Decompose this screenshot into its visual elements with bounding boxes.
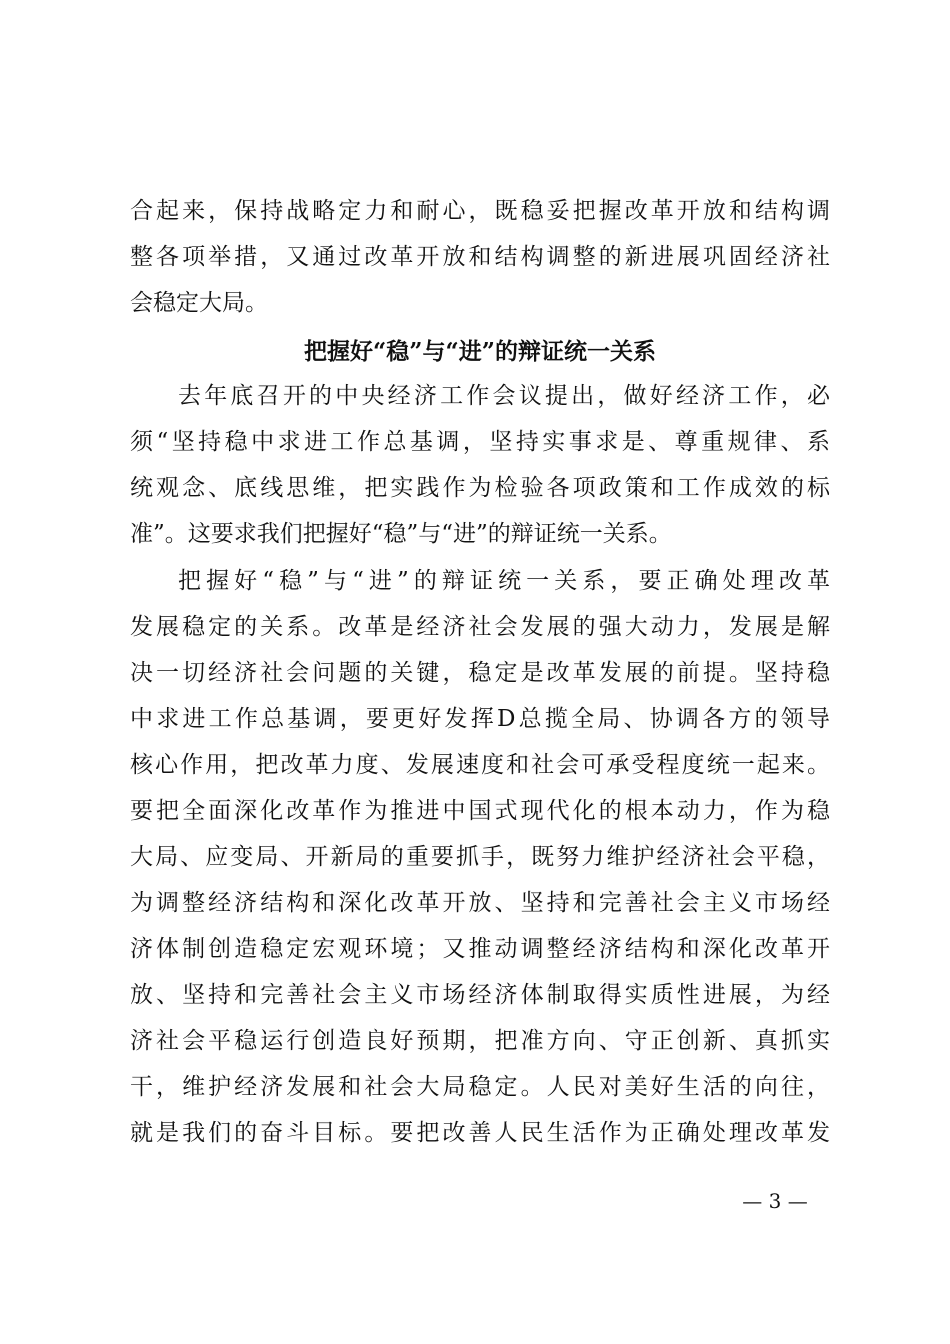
paragraph2-line-3: 决一切经济社会问题的关键，稳定是改革发展的前提。坚持稳 bbox=[130, 660, 830, 686]
paragraph2-line-8: 为调整经济结构和深化改革开放、坚持和完善社会主义市场经 bbox=[130, 890, 830, 916]
continuation-line-2: 整各项举措，又通过改革开放和结构调整的新进展巩固经济社 bbox=[130, 244, 830, 270]
section-heading: 把握好“稳”与“进”的辩证统一关系 bbox=[304, 338, 656, 365]
paragraph2-line-12: 干，维护经济发展和社会大局稳定。人民对美好生活的向往， bbox=[130, 1074, 830, 1100]
paragraph2-line-1: 把握好“稳”与“进”的辩证统一关系，要正确处理改革 bbox=[178, 568, 830, 594]
paragraph2-line-9: 济体制创造稳定宏观环境；又推动调整经济结构和深化改革开 bbox=[130, 936, 830, 962]
continuation-line-3: 会稳定大局。 bbox=[130, 290, 268, 316]
paragraph2-line-11: 济社会平稳运行创造良好预期，把准方向、守正创新、真抓实 bbox=[130, 1028, 830, 1054]
continuation-line-1: 合起来，保持战略定力和耐心，既稳妥把握改革开放和结构调 bbox=[130, 198, 830, 224]
paragraph1-line-2: 须“坚持稳中求进工作总基调，坚持实事求是、尊重规律、系 bbox=[130, 429, 830, 455]
paragraph1-line-4: 准”。这要求我们把握好“稳”与“进”的辩证统一关系。 bbox=[130, 521, 672, 547]
paragraph1-line-3: 统观念、底线思维，把实践作为检验各项政策和工作成效的标 bbox=[130, 475, 830, 501]
paragraph2-line-4: 中求进工作总基调，要更好发挥D总揽全局、协调各方的领导 bbox=[130, 706, 830, 732]
paragraph2-line-6: 要把全面深化改革作为推进中国式现代化的根本动力，作为稳 bbox=[130, 798, 830, 824]
paragraph2-line-7: 大局、应变局、开新局的重要抓手，既努力维护经济社会平稳， bbox=[130, 844, 830, 870]
paragraph2-line-10: 放、坚持和完善社会主义市场经济体制取得实质性进展，为经 bbox=[130, 982, 830, 1008]
paragraph1-line-1: 去年底召开的中央经济工作会议提出，做好经济工作，必 bbox=[178, 383, 830, 409]
paragraph2-line-2: 发展稳定的关系。改革是经济社会发展的强大动力，发展是解 bbox=[130, 614, 830, 640]
paragraph2-line-5: 核心作用，把改革力度、发展速度和社会可承受程度统一起来。 bbox=[130, 752, 830, 778]
paragraph2-line-13: 就是我们的奋斗目标。要把改善人民生活作为正确处理改革发 bbox=[130, 1120, 830, 1146]
page-number: — 3 — bbox=[742, 1189, 808, 1213]
